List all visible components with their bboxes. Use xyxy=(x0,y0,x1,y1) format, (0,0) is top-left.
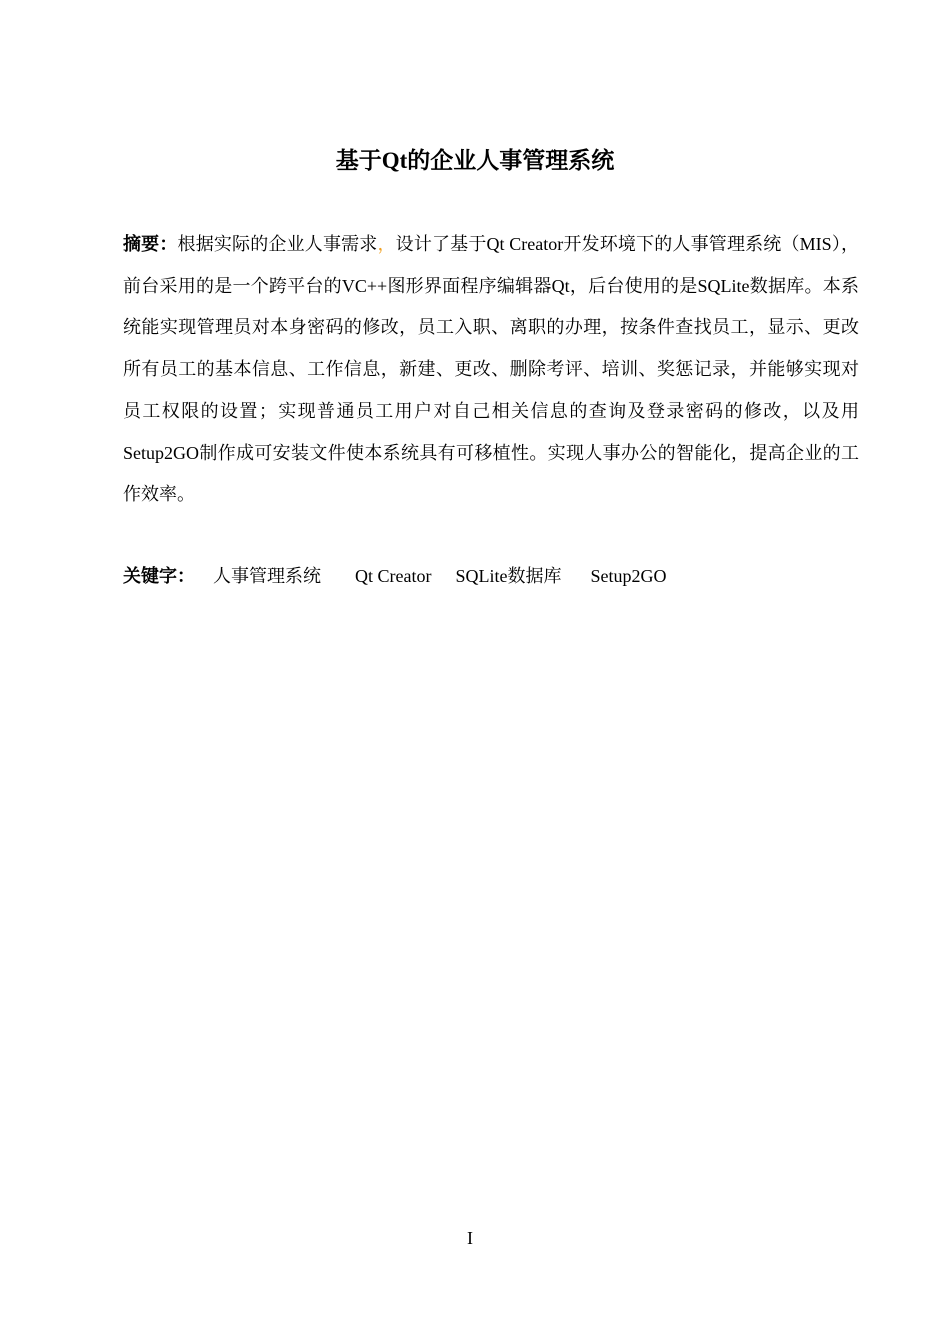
abstract-paragraph xyxy=(123,224,859,516)
keyword-item: 人事管理系统 xyxy=(213,566,321,586)
abstract-text-part1: 根据实际的企业人事需求 xyxy=(177,234,378,254)
keywords-label: 关键字： xyxy=(123,566,195,586)
document-title: 基于Qt的企业人事管理系统 xyxy=(335,148,615,173)
keyword-item: Setup2GO xyxy=(590,566,667,586)
page-number: I xyxy=(467,1228,473,1248)
keywords-line xyxy=(123,560,859,592)
keyword-item: SQLite数据库 xyxy=(455,566,562,586)
keyword-item: Qt Creator xyxy=(355,566,432,586)
abstract-accent-comma: ， xyxy=(377,234,396,254)
abstract-text-part2: 设计了基于Qt Creator开发环境下的人事管理系统（MIS），前台采用的是一个跨平台的VC++图形界面程序编辑器Qt，后台使用的是SQLite数据库。本系统能实现管理员对本身密码的修改，员工入职、离职的办理，按条件查找员工，显示、更改所有员工的基本信息、工作信息，新建、更改、删除考评、培训、奖惩记录，并能够实现对员工权限的设置；实现普通员工用户对自己相关信息的查询及登录密码的修改，以及用Setup2GO制作成可安装文件使本系统具有可移植性。实现人事办公的智能化，提高企业的工作效率。 xyxy=(123,234,860,505)
abstract-label: 摘要： xyxy=(123,234,178,254)
